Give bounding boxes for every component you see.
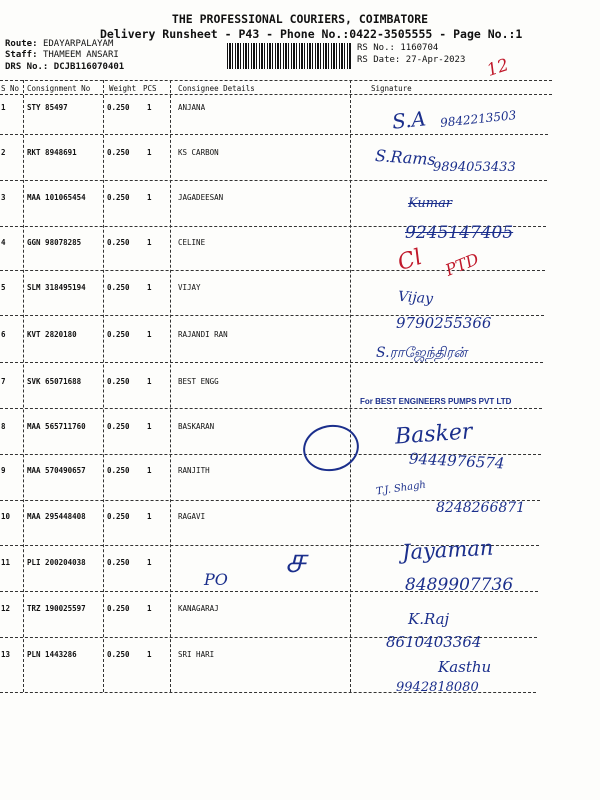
row-pcs: 1 [147, 330, 152, 339]
phone-5: 9790255366 [396, 314, 492, 332]
phone-3: 9245147405 [405, 223, 514, 243]
row-weight: 0.250 [107, 650, 130, 659]
row-pcs: 1 [147, 193, 152, 202]
circle-mark [299, 420, 362, 475]
count-mark: 12 [484, 55, 512, 81]
row-sno: 12 [1, 604, 11, 613]
row-sno: 7 [1, 377, 6, 386]
row-weight: 0.250 [107, 604, 130, 613]
col-consignee: Consignee Details [178, 84, 255, 93]
company-title: THE PROFESSIONAL COURIERS, COIMBATORE [171, 12, 429, 26]
staff-value: THAMEEM ANSARI [42, 50, 119, 60]
row-pcs: 1 [147, 148, 152, 157]
row-consignee: RAGAVI [178, 512, 206, 521]
phone-1: 9842213503 [439, 108, 517, 130]
row-consignee: CELINE [178, 238, 206, 247]
row-sno: 11 [1, 558, 11, 567]
row-consignee: JAGADEESAN [178, 193, 224, 202]
barcode [227, 43, 352, 69]
row-consignment: MAA 295448408 [27, 512, 86, 521]
row-consignment: TRZ 190025597 [27, 604, 86, 613]
row-sno: 2 [1, 148, 6, 157]
row-weight: 0.250 [107, 558, 130, 567]
signature-9: T.J. Shagh [375, 479, 427, 498]
rs-no-label: RS No.: [357, 43, 395, 53]
row-sno: 1 [1, 103, 6, 112]
row-pcs: 1 [147, 422, 152, 431]
row-weight: 0.250 [107, 148, 130, 157]
col-sno: S No [1, 84, 20, 93]
phone-12: 8610403364 [386, 633, 482, 651]
row-consignment: KVT 2820180 [27, 330, 77, 339]
row-pcs: 1 [147, 512, 152, 521]
row-consignment: PLI 200204038 [27, 558, 86, 567]
row-consignment: MAA 101065454 [27, 193, 86, 202]
row-consignee: KANAGARAJ [178, 604, 219, 613]
phone-9: 8248266871 [436, 500, 526, 516]
row-weight: 0.250 [107, 422, 130, 431]
row-consignment: MAA 565711760 [27, 422, 86, 431]
vrule-consignee [350, 80, 351, 692]
route-label: Route: [5, 39, 38, 49]
row-pcs: 1 [147, 103, 152, 112]
row-consignee: KS CARBON [178, 148, 219, 157]
row-pcs: 1 [147, 558, 152, 567]
row-consignment: GGN 98078285 [27, 238, 82, 247]
col-pcs: PCS [143, 84, 157, 93]
row-weight: 0.250 [107, 238, 130, 247]
row-weight: 0.250 [107, 377, 130, 386]
signature-2: S.Rams [374, 145, 437, 170]
row-sno: 3 [1, 193, 6, 202]
phone-8: 9444976574 [408, 449, 505, 473]
vrule-consignment [103, 80, 104, 692]
signature-5: Vijay [397, 288, 434, 308]
row-sno: 5 [1, 283, 6, 292]
row-sno: 10 [1, 512, 11, 521]
vrule-sno [23, 80, 24, 692]
signature-6: S.ராஜேந்திரன் [376, 345, 467, 361]
row-consignment: SVK 65071688 [27, 377, 82, 386]
col-weight: Weight [109, 84, 137, 93]
closed-mark: Cl [394, 244, 426, 277]
signature-1: S.A [390, 106, 427, 134]
row-weight: 0.250 [107, 103, 130, 112]
row-divider [0, 180, 547, 181]
route-line [5, 39, 113, 49]
company-stamp: For BEST ENGINEERS PUMPS PVT LTD [360, 397, 512, 406]
row-sno: 4 [1, 238, 6, 247]
signature-8: Basker [394, 419, 474, 450]
row-weight: 0.250 [107, 512, 130, 521]
row-sno: 9 [1, 466, 6, 475]
row-sno: 6 [1, 330, 6, 339]
row-divider [0, 134, 548, 135]
row-consignment: PLN 1443286 [27, 650, 77, 659]
row-consignment: RKT 8948691 [27, 148, 77, 157]
row-pcs: 1 [147, 377, 152, 386]
header-top-rule [0, 80, 552, 81]
row-pcs: 1 [147, 283, 152, 292]
vrule-weight [170, 80, 171, 692]
row-consignee: SRI HARI [178, 650, 215, 659]
row-consignee: VIJAY [178, 283, 201, 292]
signature-11-mark: ச [285, 540, 305, 581]
row-consignee: BASKARAN [178, 422, 215, 431]
row-consignment: MAA 570490657 [27, 466, 86, 475]
signature-10: Jayaman [401, 535, 494, 565]
staff-label: Staff: [5, 50, 38, 60]
col-consignment: Consignment No [27, 84, 91, 93]
phone-10: 8489907736 [405, 575, 514, 595]
row-pcs: 1 [147, 604, 152, 613]
row-consignee: RAJANDI RAN [178, 330, 228, 339]
row-pcs: 1 [147, 650, 152, 659]
rs-no-value: 1160704 [400, 43, 439, 53]
rs-date-label: RS Date: [357, 55, 401, 65]
signature-12: K.Raj [408, 610, 450, 628]
drs-label: DRS No.: [5, 62, 49, 72]
phone-2: 9894053433 [433, 160, 516, 175]
row-weight: 0.250 [107, 466, 130, 475]
rs-no-line [357, 43, 438, 53]
row-sno: 8 [1, 422, 6, 431]
phone-13: 9942818080 [396, 680, 479, 695]
runsheet-subtitle: Delivery Runsheet - P43 - Phone No.:0422-3505555 - Page No.:1 [100, 27, 523, 41]
row-pcs: 1 [147, 466, 152, 475]
row-weight: 0.250 [107, 193, 130, 202]
row-divider [0, 408, 542, 409]
row-consignee: RANJITH [178, 466, 210, 475]
row-weight: 0.250 [107, 283, 130, 292]
row-consignment: SLM 318495194 [27, 283, 86, 292]
signature-13: Kasthu [438, 658, 492, 676]
drs-value: DCJB116070401 [53, 62, 125, 72]
po-mark: PO [204, 570, 228, 589]
signature-3: Kumar [408, 196, 453, 211]
row-consignment: STY 85497 [27, 103, 68, 112]
route-value: EDAYARPALAYAM [42, 39, 114, 49]
rs-date-line [357, 55, 465, 65]
row-sno: 13 [1, 650, 11, 659]
ptd-mark: PTD [442, 249, 482, 280]
staff-line [5, 50, 119, 60]
row-weight: 0.250 [107, 330, 130, 339]
row-consignee: BEST ENGG [178, 377, 219, 386]
col-signature: Signature [371, 84, 412, 93]
header-bottom-rule [0, 94, 552, 95]
rs-date-value: 27-Apr-2023 [405, 55, 466, 65]
drs-line [5, 62, 124, 72]
row-pcs: 1 [147, 238, 152, 247]
row-consignee: ANJANA [178, 103, 206, 112]
